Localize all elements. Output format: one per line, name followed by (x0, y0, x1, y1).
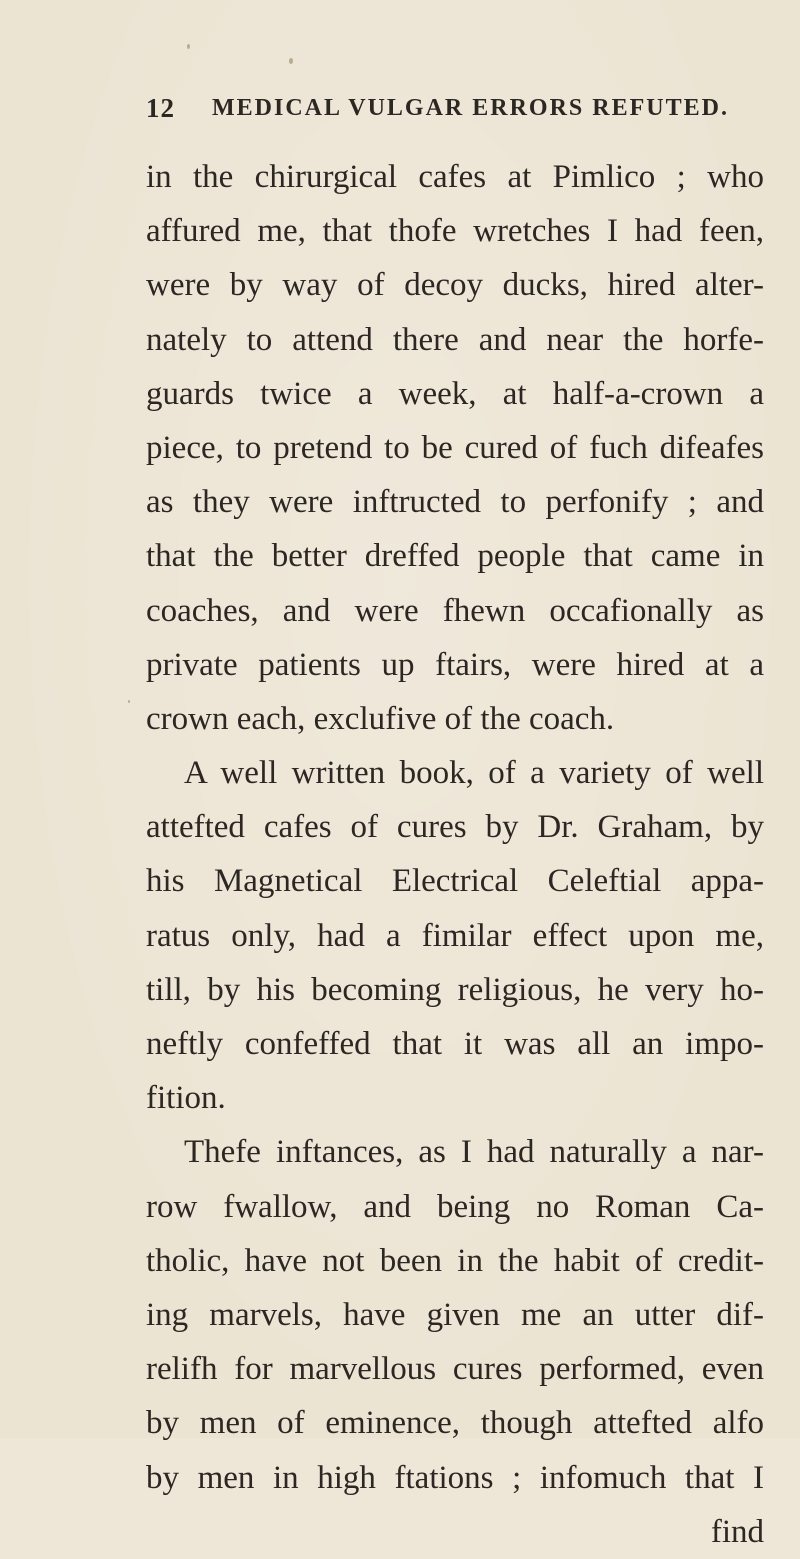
text-line: in the chirurgical cafes at Pimlico ; who (146, 159, 764, 195)
text-line: piece, to pretend to be cured of fuch difeafes (146, 429, 764, 466)
running-head: MEDICAL VULGAR ERRORS REFUTED. (212, 95, 729, 121)
text-line: guards twice a week, at half-a-crown a (146, 375, 764, 412)
text-line: as they were inftructed to perfonify ; and (146, 484, 764, 521)
paper-speck (128, 700, 130, 703)
page-header (146, 93, 729, 133)
text-line: attefted cafes of cures by Dr. Graham, by (146, 809, 764, 846)
text-line: ing marvels, have given me an utter dif- (146, 1296, 764, 1333)
text-line: that the better dreffed people that came in (146, 538, 764, 575)
body-text (146, 150, 764, 1559)
text-line: row fwallow, and being no Roman Ca- (146, 1188, 764, 1225)
page-number: 12 (146, 93, 175, 123)
text-line: nately to attend there and near the horfe- (146, 321, 764, 358)
text-line: his Magnetical Electrical Celeftial appa- (146, 863, 764, 900)
text-line-paragraph-end: fition. (146, 1080, 226, 1117)
text-line: neftly confeffed that it was all an impo- (146, 1026, 764, 1062)
text-line: relifh for marvellous cures performed, even (146, 1351, 764, 1388)
text-line: were by way of decoy ducks, hired alter- (146, 267, 764, 304)
catchword: find (710, 1513, 764, 1550)
text-line-paragraph-end: crown each, exclufive of the coach. (146, 700, 615, 737)
text-line: ratus only, had a fimilar effect upon me, (146, 917, 764, 954)
text-line: by men of eminence, though attefted alfo (146, 1405, 764, 1442)
text-line: tholic, have not been in the habit of credit- (146, 1242, 764, 1279)
paper-speck (289, 58, 293, 64)
text-line: private patients up ftairs, were hired at a (146, 646, 764, 683)
text-line: affured me, that thofe wretches I had feen, (146, 213, 764, 250)
text-line: coaches, and were fhewn occafionally as (146, 592, 764, 629)
text-line: till, by his becoming religious, he very ho- (146, 971, 764, 1008)
text-line: by men in high ftations ; infomuch that I (146, 1459, 764, 1496)
text-line-paragraph-start: Thefe inftances, as I had naturally a nar- (184, 1134, 764, 1171)
paper-speck (187, 44, 190, 49)
text-line-paragraph-start: A well written book, of a variety of well (184, 755, 764, 792)
